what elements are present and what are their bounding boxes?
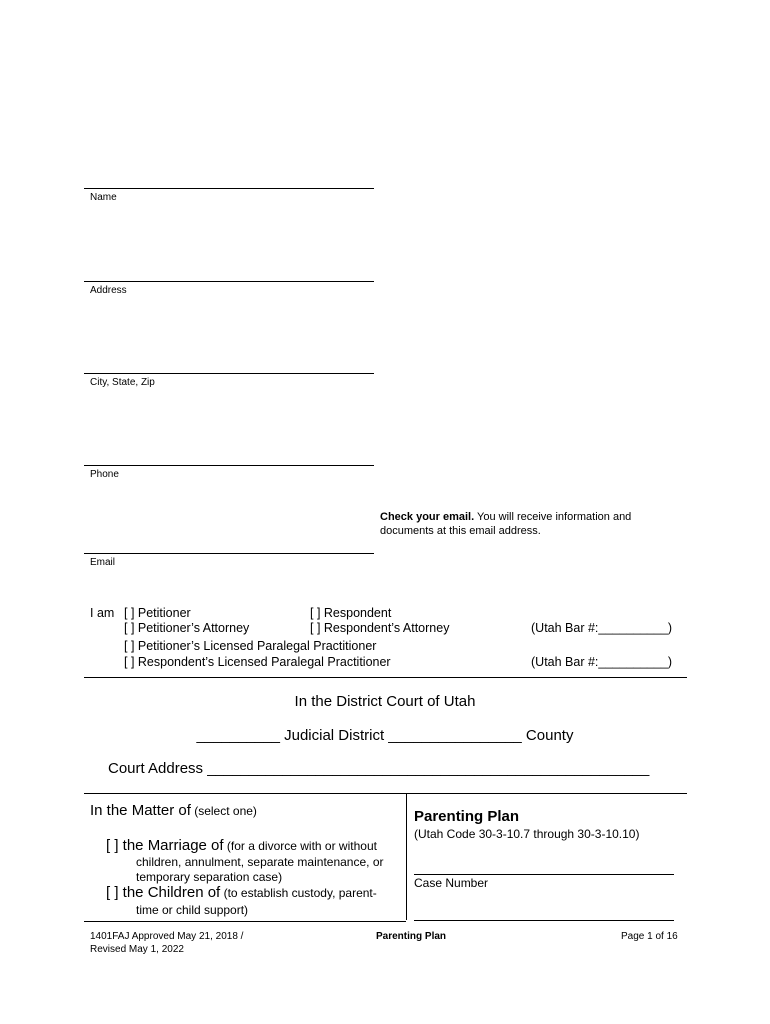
email-note-text-1: You will receive information and	[474, 511, 632, 523]
respondent-attorney-checkbox[interactable]: [ ] Respondent’s Attorney	[310, 621, 450, 635]
divider-1	[84, 677, 687, 678]
footer-left-line-2: Revised May 1, 2022	[90, 944, 184, 955]
column-divider	[406, 793, 407, 920]
i-am-label: I am	[90, 606, 115, 620]
court-title: In the District Court of Utah	[294, 693, 476, 710]
children-note: (to establish custody, parent-	[220, 886, 377, 900]
email-line	[84, 553, 374, 554]
name-field[interactable]	[84, 188, 374, 203]
judicial-district-line[interactable]: __________ Judicial District ________________ County	[196, 727, 574, 744]
marriage-checkbox[interactable]	[106, 837, 406, 854]
email-note-bold: Check your email.	[380, 511, 475, 523]
case-number-line[interactable]	[414, 874, 674, 875]
footer-center: Parenting Plan	[376, 931, 447, 942]
parenting-plan-title: Parenting Plan	[414, 808, 520, 825]
footer-left-line-1: 1401FAJ Approved May 21, 2018 /	[90, 931, 244, 942]
phone-field[interactable]	[84, 465, 374, 480]
city-line	[84, 373, 374, 374]
footer-page-number: Page 1 of 16	[621, 931, 678, 942]
petitioner-lpp-checkbox[interactable]: [ ] Petitioner’s Licensed Paralegal Practitioner	[124, 639, 377, 653]
children-label: [ ] the Children of	[106, 884, 221, 901]
petitioner-checkbox[interactable]: [ ] Petitioner	[124, 606, 191, 620]
email-note	[380, 510, 680, 538]
matter-title-note: (select one)	[190, 804, 257, 818]
judge-line[interactable]	[414, 920, 674, 921]
divider-2	[84, 793, 687, 794]
address-field[interactable]	[84, 281, 374, 296]
petitioner-attorney-checkbox[interactable]: [ ] Petitioner’s Attorney	[124, 621, 250, 635]
email-label: Email	[90, 557, 116, 568]
address-label: Address	[90, 285, 127, 296]
utah-bar-number-1[interactable]: (Utah Bar #:__________)	[531, 621, 673, 635]
address-line	[84, 281, 374, 282]
children-checkbox[interactable]	[106, 884, 406, 901]
parenting-plan-code: (Utah Code 30-3-10.7 through 30-3-10.10)	[414, 827, 640, 841]
city-state-zip-field[interactable]	[84, 373, 374, 388]
email-note-text-2: documents at this email address.	[380, 525, 541, 537]
phone-line	[84, 465, 374, 466]
matter-title	[90, 802, 257, 819]
marriage-label: [ ] the Marriage of	[106, 837, 224, 854]
phone-label: Phone	[90, 469, 119, 480]
children-note-cont: time or child support)	[136, 903, 249, 917]
respondent-checkbox[interactable]: [ ] Respondent	[310, 606, 392, 620]
court-address-line[interactable]: Court Address _____________________________________________________	[108, 760, 650, 777]
footer-left	[90, 930, 243, 956]
divider-3	[84, 921, 406, 922]
email-field[interactable]	[84, 553, 374, 568]
name-line	[84, 188, 374, 189]
marriage-note-cont-2: temporary separation case)	[136, 870, 283, 884]
city-label: City, State, Zip	[90, 377, 155, 388]
case-number-label: Case Number	[414, 876, 489, 890]
name-label: Name	[90, 192, 117, 203]
marriage-note: (for a divorce with or without	[223, 839, 377, 853]
matter-title-text: In the Matter of	[90, 802, 191, 819]
respondent-lpp-checkbox[interactable]: [ ] Respondent’s Licensed Paralegal Practitioner	[124, 655, 391, 669]
marriage-note-cont-1: children, annulment, separate maintenance, or	[136, 855, 384, 869]
utah-bar-number-2[interactable]: (Utah Bar #:__________)	[531, 655, 673, 669]
